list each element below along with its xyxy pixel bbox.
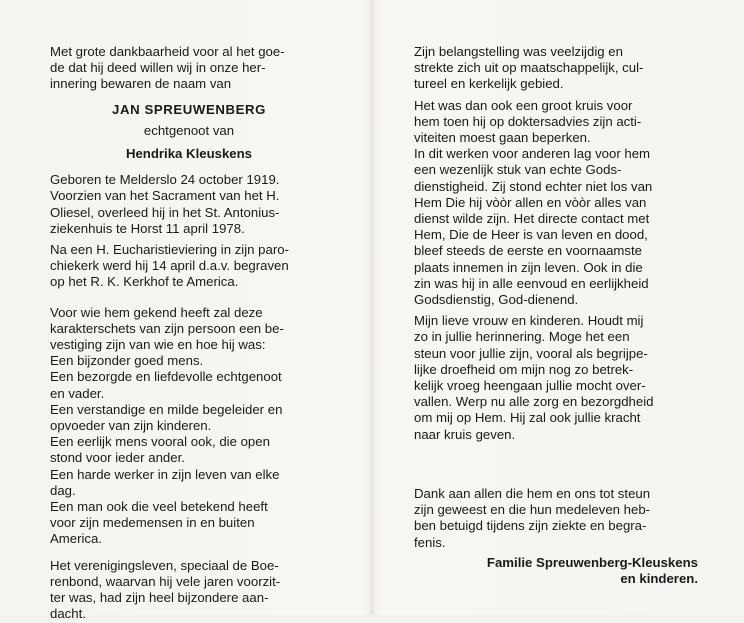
text-line: ben betuigd tijdens zijn ziekte en begra-	[414, 518, 647, 534]
text-line: zijn geweest en die hun medeleven heb-	[414, 502, 651, 518]
text-line: hem toen hij op doktersadvies zijn acti-	[414, 113, 642, 129]
text-line: dienstigheid. Zij stond echter niet los van	[414, 178, 653, 194]
text-line: Hem Die hij vòòr allen en vòòr alles van	[414, 194, 647, 210]
family-signature	[487, 555, 698, 587]
text-line: zo in jullie herinnering. Moge het een	[414, 329, 630, 345]
text-line: vallen. Werp nu alle zorg en bezorgdheid	[414, 394, 654, 410]
text-line: plaats innemen in zijn leven. Ook in die	[414, 259, 643, 275]
text-line: Na een H. Eucharistieviering in zijn paro-	[50, 242, 289, 258]
text-line: en vader.	[50, 385, 105, 401]
birth-death-paragraph	[50, 172, 328, 237]
burial-paragraph	[50, 242, 328, 291]
text-line: steun voor jullie zijn, vooral als begrijpe-	[414, 345, 648, 361]
interests-paragraph	[414, 44, 698, 93]
farewell-paragraph	[414, 313, 698, 443]
text-line: Hem, Die de Heer is van leven en dood,	[414, 227, 648, 243]
intro-paragraph	[50, 44, 328, 93]
deceased-block	[50, 102, 328, 163]
text-line: ter was, had zijn heel bijzondere aan-	[50, 590, 269, 606]
text-line: dienst wilde zijn. Het directe contact met	[414, 211, 650, 227]
text-line: de dat hij deed willen wij in onze her-	[50, 60, 266, 76]
card-fold	[371, 0, 373, 615]
text-line: Een man ook die veel betekend heeft	[50, 499, 268, 515]
text-line: chiekerk werd hij 14 april d.a.v. begraven	[50, 258, 289, 274]
text-line: lijke droefheid om mijn nog zo betrek-	[414, 361, 634, 377]
text-line: Geboren te Melderslo 24 october 1919.	[50, 172, 280, 188]
signature-line: Familie Spreuwenberg-Kleuskens	[486, 555, 698, 570]
spouse-name: Hendrika Kleuskens	[125, 146, 253, 162]
text-line: fenis.	[414, 534, 446, 550]
text-line: Een verstandige en milde begeleider en	[50, 401, 283, 417]
text-line: Mijn lieve vrouw en kinderen. Houdt mij	[414, 313, 644, 329]
text-line: Een bijzonder goed mens.	[50, 353, 204, 369]
text-line: kelijk vroeg heengaan jullie mocht over-	[414, 378, 646, 394]
text-line: Met grote dankbaarheid voor al het goe-	[50, 44, 285, 59]
text-line: Het verenigingsleven, speciaal de Boe-	[50, 557, 279, 573]
text-line: karakterschets van zijn persoon een be-	[50, 320, 284, 336]
thanks-paragraph	[414, 486, 698, 551]
text-line: naar kruis geven.	[414, 426, 516, 442]
text-line: viteiten moest gaan beperken.	[414, 130, 591, 146]
text-line: innering bewaren de naam van	[50, 76, 232, 92]
text-line: om mij op Hem. Hij zal ook jullie kracht	[414, 410, 641, 426]
text-line: stond voor ieder ander.	[50, 450, 185, 466]
spouse-label: echtgenoot van	[143, 122, 235, 138]
deceased-name: JAN SPREUWENBERG	[112, 101, 266, 117]
text-line: Godsdienstig, God-dienend.	[414, 292, 579, 308]
text-line: tureel en kerkelijk gebied.	[414, 76, 564, 92]
right-column	[414, 44, 698, 443]
text-line: bleef steeds de eerste en voornaamste	[414, 243, 642, 259]
text-line: strekte zich uit op maatschappelijk, cul-	[414, 60, 644, 76]
text-line: voor zijn medemensen in en buiten	[50, 515, 255, 531]
text-line: vestiging zijn van wie en hoe hij was:	[50, 337, 266, 353]
character-paragraph	[50, 305, 328, 548]
text-line: op het R. K. Kerkhof te America.	[50, 274, 239, 290]
text-line: een wezenlijk stuk van echte Gods-	[414, 162, 622, 178]
text-line: Voor wie hem gekend heeft zal deze	[50, 304, 263, 320]
text-line: ziekenhuis te Horst 11 april 1978.	[50, 220, 245, 236]
text-line: Het was dan ook een groot kruis voor	[414, 97, 633, 113]
signature-line: en kinderen.	[620, 571, 698, 587]
text-line: Oliesel, overleed hij in het St. Antonius-	[50, 204, 280, 220]
text-line: opvoeder van zijn kinderen.	[50, 418, 212, 434]
text-line: renbond, waarvan hij vele jaren voorzit-	[50, 573, 281, 589]
text-line: Een harde werker in zijn leven van elke	[50, 466, 280, 482]
text-line: In dit werken voor anderen lag voor hem	[414, 146, 651, 162]
text-line: Zijn belangstelling was veelzijdig en	[414, 44, 623, 59]
association-paragraph	[50, 558, 328, 623]
cross-paragraph	[414, 98, 698, 309]
text-line: Een bezorgde en liefdevolle echtgenoot	[50, 369, 282, 385]
text-line: dacht.	[50, 606, 86, 622]
text-line: Een eerlijk mens vooral ook, die open	[50, 434, 270, 450]
left-column	[50, 44, 328, 623]
text-line: dag.	[50, 482, 76, 498]
text-line: America.	[50, 531, 103, 547]
text-line: Voorzien van het Sacrament van het H.	[50, 188, 280, 204]
text-line: Dank aan allen die hem en ons tot steun	[414, 486, 651, 501]
text-line: zin was hij in alle eenvoud en eerlijkheid	[414, 275, 649, 291]
